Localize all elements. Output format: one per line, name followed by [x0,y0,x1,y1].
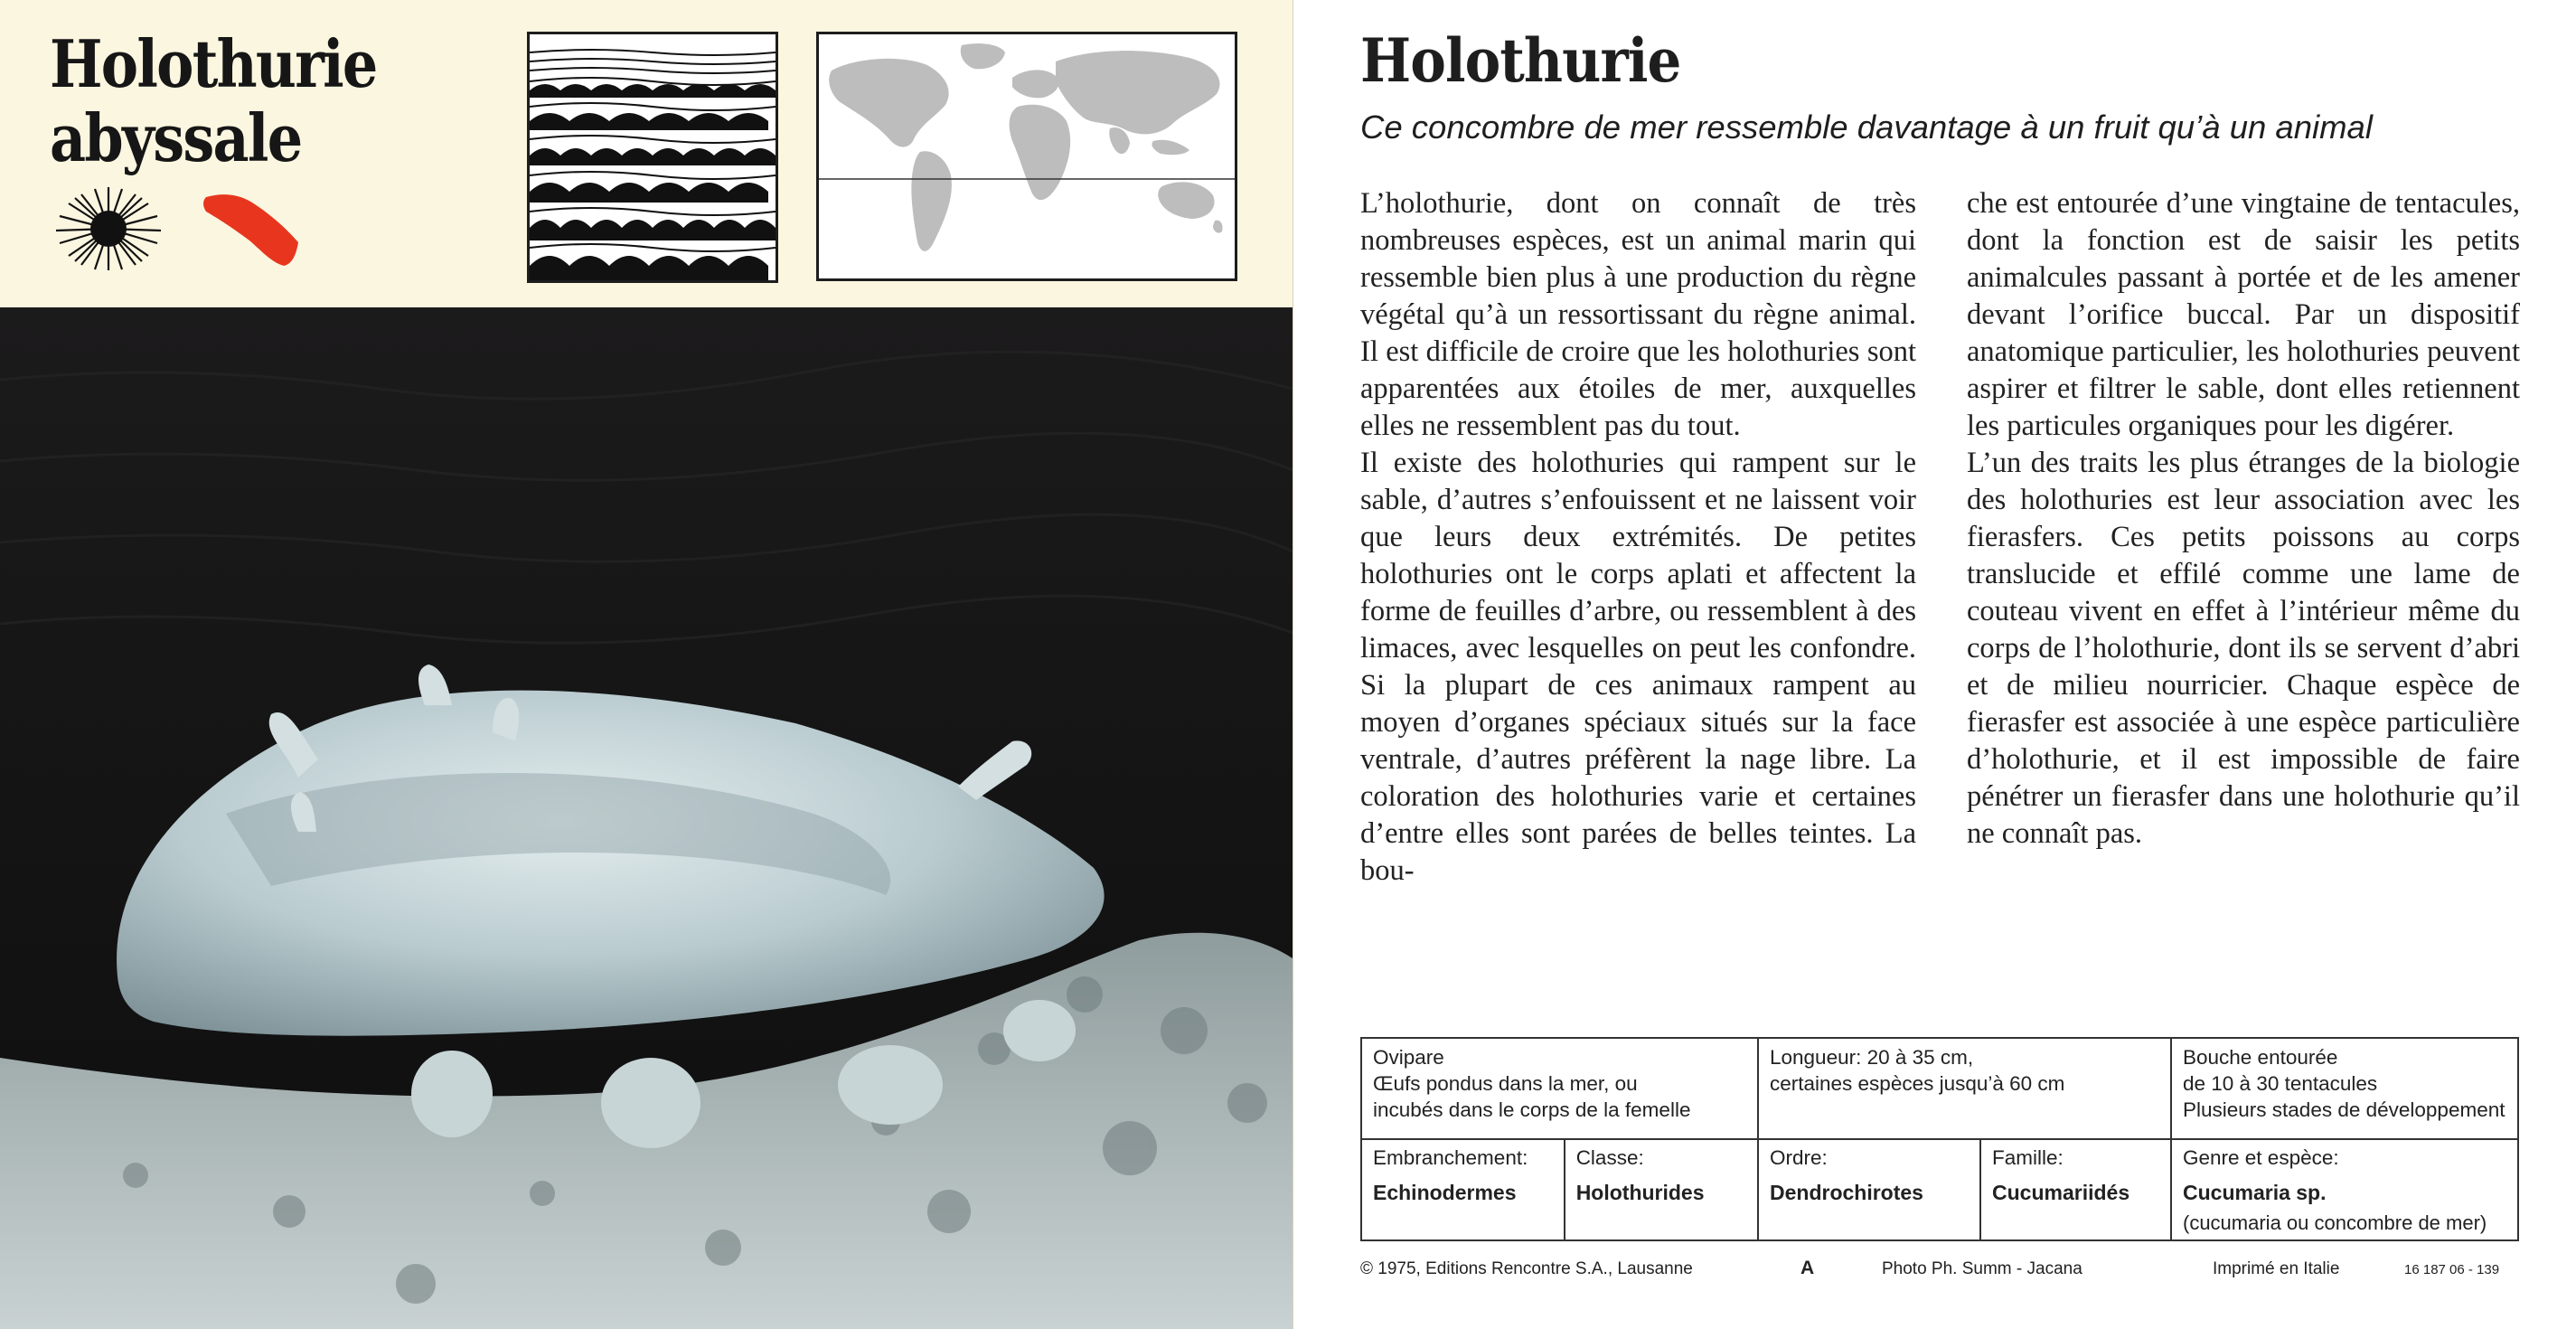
embranchement-label: Embranchement: [1373,1146,1528,1169]
text-column-2 [1967,185,2520,853]
reproduction-line: Ovipare [1373,1046,1444,1069]
genre-note: (cucumaria ou concombre de mer) [2183,1211,2487,1234]
world-map-icon [819,34,1235,278]
famille-label: Famille: [1992,1146,2064,1169]
ordre-cell [1758,1139,1980,1240]
sea-cucumber-illustration [0,307,1293,1329]
genre-cell [2171,1139,2518,1240]
ordre-value: Dendrochirotes [1770,1181,1923,1204]
reproduction-cell [1361,1038,1758,1139]
habitat-illustration [527,32,778,283]
paragraph: L’holothurie, dont on connaît de très nombreuses espèces, est un animal marin qui ressemble bien plus à une production du règne végétal qu’à un ressortissant du règne animal. Il est difficile de croire que les holothuries sont apparentées aux étoiles de mer, auxquelles elles ne ressemblent pas du tout. [1360,187,1916,442]
world-map [816,32,1237,281]
footer-photo-credit: Photo Ph. Summ - Jacana [1882,1259,2082,1278]
classe-value: Holothurides [1575,1181,1705,1204]
sea-waves-icon [530,34,776,280]
mouth-line: Bouche entourée [2183,1046,2338,1069]
ordre-label: Ordre: [1770,1146,1828,1169]
classe-cell [1565,1139,1758,1240]
card-title-line2: abyssale [50,99,302,176]
genre-value: Cucumaria sp. [2183,1181,2327,1204]
paragraph: Il existe des holothuries qui rampent sur le sable, d’autres s’enfouissent et ne laissent voir que leurs deux extrémités. De petites holothuries ont le corps aplati et affectent la forme de feuilles d’arbre, ou ressemblent à des limaces, avec lesquelles on peut les confondre. Si la plupart de ces animaux rampent au moyen d’organes spéciaux situés sur la face ventrale, d’autres préfèrent la nage libre. La coloration des holothuries varie et certaines d’entre elles sont parées de belles teintes. La bou- [1360,447,1916,887]
famille-value: Cucumariidés [1992,1181,2130,1204]
info-row [1361,1038,2518,1139]
embranchement-value: Echinodermes [1373,1181,1517,1204]
size-line: certaines espèces jusqu’à 60 cm [1770,1072,2065,1095]
card-title [50,27,454,175]
reproduction-line: Œufs pondus dans la mer, ou [1373,1072,1638,1095]
footer-code: 16 187 06 - 139 [2404,1262,2500,1277]
reproduction-line: incubés dans le corps de la femelle [1373,1098,1691,1121]
famille-cell [1980,1139,2171,1240]
footer-printed: Imprimé en Italie [2213,1259,2340,1278]
mouth-line: de 10 à 30 tentacules [2183,1072,2378,1095]
mouth-cell [2171,1038,2518,1139]
subtitle: Ce concombre de mer ressemble davantage à un fruit qu’à un animal [1360,108,2373,146]
taxonomy-row [1361,1139,2518,1240]
footer-letter: A [1800,1258,1815,1278]
genre-label: Genre et espèce: [2183,1146,2339,1169]
range-mark-icon [199,192,303,269]
sea-cucumber-photo [0,307,1293,1329]
paragraph: che est entourée d’une vingtaine de tentacules, dont la fonction est de saisir les petits animalcules passant à portée et de les amener devant l’orifice buccal. Par un dispositif anatomique particulier, les holothuries peuvent aspirer et filtrer le sable, dont elles retiennent les particules organiques pour les digérer. [1967,187,2520,442]
classe-label: Classe: [1575,1146,1644,1169]
card-title-line1: Holothurie [50,25,377,102]
text-column-1 [1360,185,1916,890]
paragraph: L’un des traits les plus étranges de la biologie des holothuries est leur association avec les fierasfers. Ces petits poissons au corps translucide et effilé comme une lame de couteau vivent en effet à l’intérieur même du corps de l’holothurie, dont ils se servent d’abri et de milieu nourricier. Chaque espèce de fierasfer est associée à une espèce particulière d’holothurie, et il est impossible de faire pénétrer un fierasfer dans une holothurie qu’il ne connaît pas. [1967,447,2520,850]
info-table [1360,1037,2519,1241]
size-line: Longueur: 20 à 35 cm, [1770,1046,1974,1069]
embranchement-cell [1361,1139,1565,1240]
mouth-line: Plusieurs stades de développement [2183,1098,2505,1121]
footer-copyright: © 1975, Editions Rencontre S.A., Lausanne [1360,1259,1693,1278]
page-title: Holothurie [1360,25,1681,96]
urchin-icon [54,185,163,271]
size-cell [1758,1038,2171,1139]
